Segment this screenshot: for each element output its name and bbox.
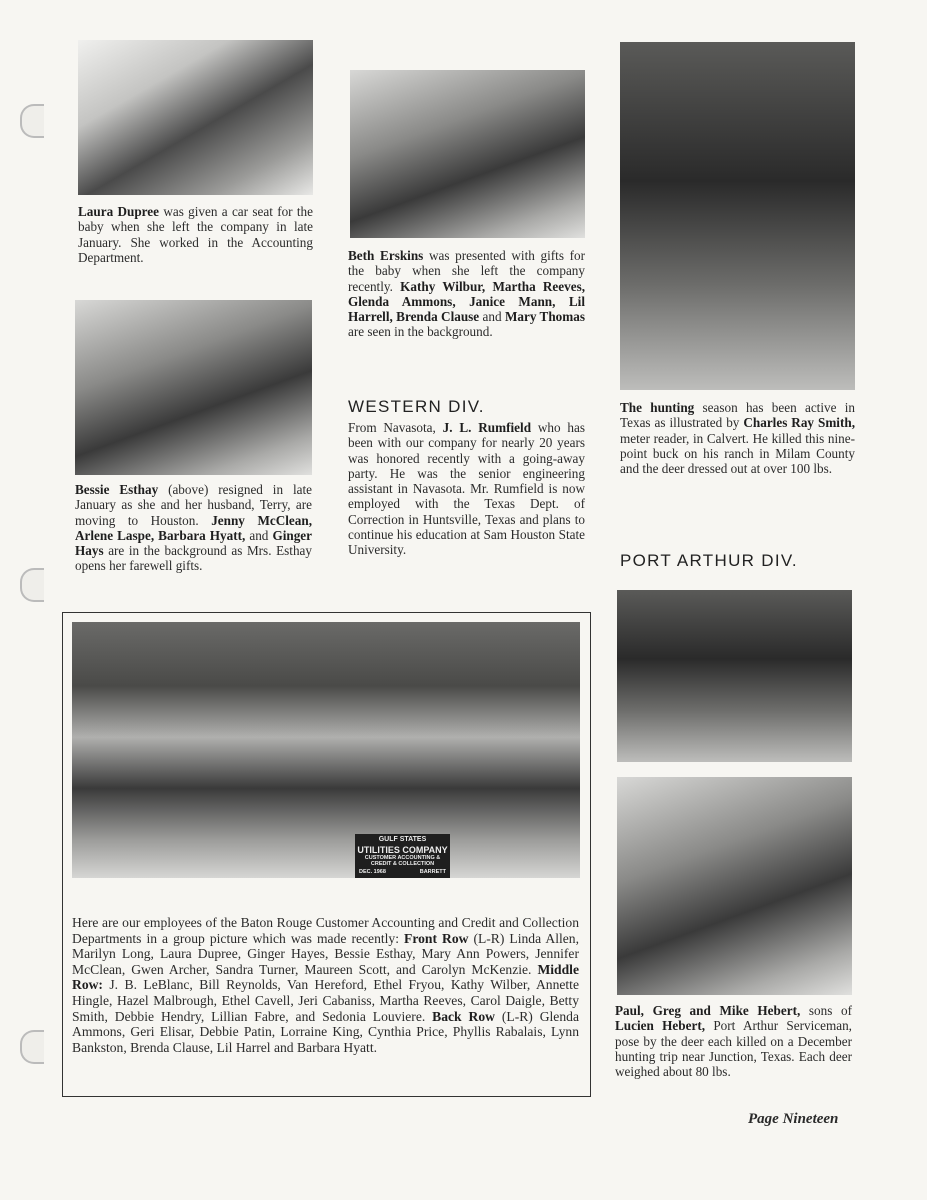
binder-hole xyxy=(20,1030,44,1064)
bold-name-text: Middle Row: xyxy=(72,961,579,993)
caption-text: From Navasota, xyxy=(348,420,443,435)
caption-text: was presented with gifts for the baby when she left the company recently. xyxy=(348,248,586,294)
caption-text: (L-R) Linda Allen, Marilyn Long, Laura Dupree, Ginger Hayes, Bessie Esthay, Mary Ann Powers, Jennifer McClean, Gwen Archer, Sandra Turner, Maureen Scott, and Carolyn McKenzie. xyxy=(72,930,579,977)
caption-laura-dupree xyxy=(78,204,313,265)
caption-hunting xyxy=(620,400,855,476)
caption-text: was given a car seat for the baby when she left the company in late January. She worked in the Accounting Department. xyxy=(78,204,314,265)
binder-hole xyxy=(20,104,44,138)
photo-deer-1 xyxy=(617,590,852,762)
caption-text: and xyxy=(479,309,505,325)
bold-name-text: The hunting xyxy=(620,400,695,415)
binder-hole xyxy=(20,568,44,602)
photo-charles-ray-smith xyxy=(620,42,855,390)
bold-name-text: Kathy Wilbur, Martha Reeves, Glenda Ammons, Janice Mann, Lil Harrell, Brenda Clause xyxy=(348,278,586,325)
caption-text: and xyxy=(245,527,273,543)
caption-text: Here are our employees of the Baton Rouge Customer Accounting and Credit and Collection Departments in a group picture which was made recently: xyxy=(72,915,579,946)
caption-bessie-esthay xyxy=(75,482,312,574)
caption-beth-erskins xyxy=(348,248,585,340)
company-sign xyxy=(355,834,450,878)
page-number: Page Nineteen xyxy=(748,1111,839,1127)
photo-bessie-esthay xyxy=(75,300,312,475)
bold-name-text: Ginger Hays xyxy=(75,527,312,559)
caption-text: J. B. LeBlanc, Bill Reynolds, Van Hereford, Ethel Fryou, Kathy Wilber, Annette Hingle, Hazel Malbrough, Ethel Cavell, Jeri Cabaniss, Martha Reeves, Carol Daigle, Betty Smith, Debbie Hendry, Lillian Fabre, and Sedonia Louviere. xyxy=(72,977,579,1024)
bold-name-text: Front Row xyxy=(404,930,469,946)
photo-hebert-sons xyxy=(617,777,852,995)
bold-name-text: Back Row xyxy=(432,1008,495,1024)
caption-text: season has been active in Texas as illustrated by xyxy=(620,400,855,431)
caption-text: sons of xyxy=(800,1003,852,1018)
bold-name-text: Charles Ray Smith, xyxy=(743,415,855,431)
caption-text: Port Arthur Serviceman, pose by the deer each killed on a December hunting trip near Junction, Texas. Each deer weighed about 80 lbs. xyxy=(615,1018,852,1080)
article-western-div xyxy=(348,420,585,558)
sign-photographer: BARRETT xyxy=(419,868,446,875)
caption-text: who has been with our company for nearly 20 years was honored recently with a going-away party. He was the senior engineering assistant in Navasota. Mr. Rumfield is now employed with the Texas Dept. of Correction in Huntsville, Texas and plans to continue his education at Sam Houston State University. xyxy=(348,420,585,558)
bold-name-text: Paul, Greg and Mike Hebert, xyxy=(615,1003,801,1018)
sign-date: DEC. 1968 xyxy=(359,868,386,875)
bold-name-text: Bessie Esthay xyxy=(75,482,159,497)
caption-text: are in the background as Mrs. Esthay opens her farewell gifts. xyxy=(75,543,312,574)
bold-name-text: Jenny McClean, Arlene Laspe, Barbara Hyatt, xyxy=(75,512,313,543)
caption-hebert xyxy=(615,1003,852,1079)
photo-laura-dupree xyxy=(78,40,313,195)
sign-line: CUSTOMER ACCOUNTING & xyxy=(364,854,441,861)
caption-text: (above) resigned in late January as she and her husband, Terry, are moving to Houston. xyxy=(75,482,312,528)
bold-name-text: Mary Thomas xyxy=(504,309,585,325)
bold-name-text: Lucien Hebert, xyxy=(615,1018,706,1034)
caption-text: are seen in the background. xyxy=(348,324,493,340)
caption-group-photo xyxy=(72,915,579,1055)
bold-name-text: Beth Erskins xyxy=(348,248,424,263)
photo-beth-erskins xyxy=(350,70,585,238)
heading-port-arthur-div: PORT ARTHUR DIV. xyxy=(620,551,798,570)
caption-text: meter reader, in Calvert. He killed this nine-point buck on his ranch in Milam County and the deer dressed out at over 100 lbs. xyxy=(620,430,855,477)
heading-western-div: WESTERN DIV. xyxy=(348,397,485,416)
sign-line: GULF STATES xyxy=(378,836,427,843)
bold-name-text: Laura Dupree xyxy=(78,204,160,219)
sign-line: UTILITIES COMPANY xyxy=(357,844,448,855)
sign-line: CREDIT & COLLECTION xyxy=(370,861,435,867)
bold-name-text: J. L. Rumfield xyxy=(442,420,532,435)
group-photo xyxy=(72,622,580,878)
caption-text: (L-R) Glenda Ammons, Geri Elisar, Debbie Patin, Lorraine King, Cynthia Price, Phyllis Rabalais, Lynn Bankston, Brenda Clause, Lil Harrel and Barbara Hyatt. xyxy=(72,1008,579,1055)
